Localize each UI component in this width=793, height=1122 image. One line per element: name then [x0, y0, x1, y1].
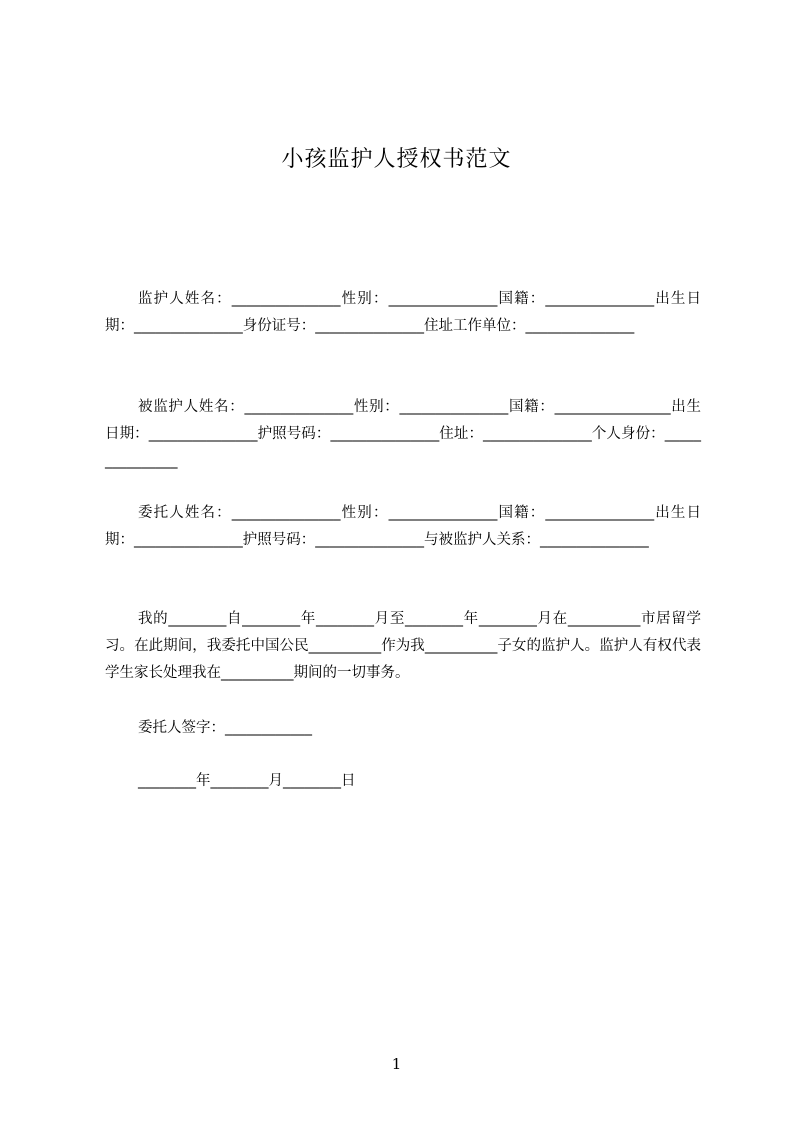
signature-line: 委托人签字：____________ [138, 720, 312, 736]
statement-paragraph: 我的________自________年________月至________年________月在__________市居留学习。在此期间，我委托中国公民__________作为我__________子女的监护人。监护人有权代表学生家长处理我在__________期间的一切事务。 [105, 611, 701, 681]
document-title: 小孩监护人授权书范文 [281, 147, 512, 172]
guardian-info-paragraph: 监护人姓名：_______________性别：_______________国籍：_______________出生日期：_______________身份证号：_______________住址工作单位：_______________ [105, 291, 701, 334]
ward-info-paragraph: 被监护人姓名：_______________性别：_______________国籍：________________出生日期：_______________护照号码：_______________住址：_______________个人身份：_______________ [105, 399, 701, 469]
delegate-info-paragraph: 委托人姓名：_______________性别：_______________国籍：_______________出生日期：_______________护照号码：_______________与被监护人关系：_______________ [105, 505, 701, 548]
date-line: ________年________月________日 [138, 773, 356, 789]
page-number: 1 [391, 1055, 402, 1073]
